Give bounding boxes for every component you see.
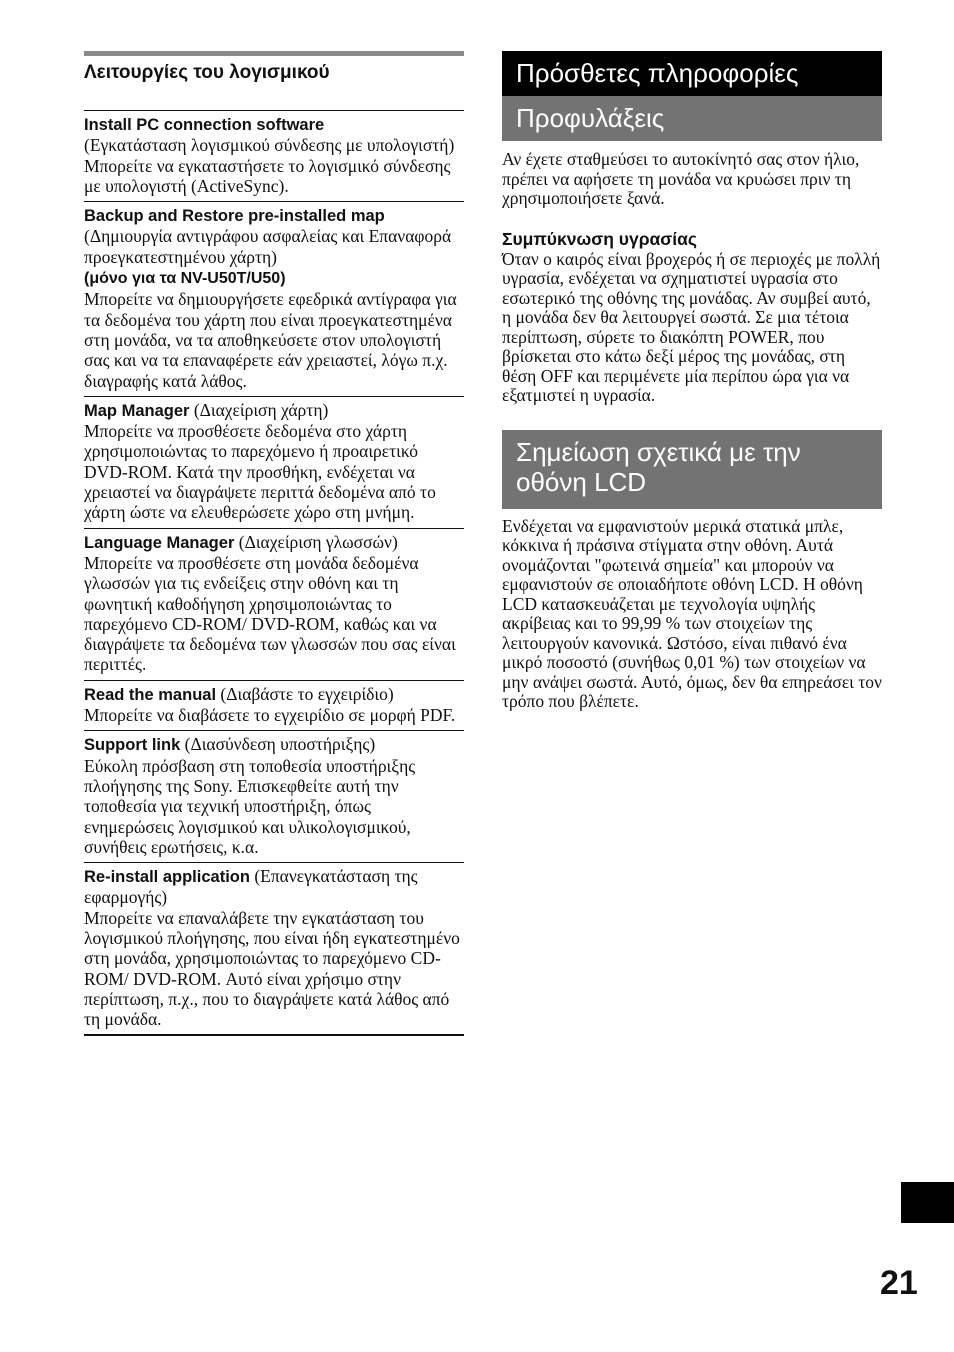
list-item <box>84 730 464 862</box>
entry-term-desc: (Διαχείριση γλωσσών) <box>238 531 398 552</box>
section-title: Λειτουργίες του λογισμικού <box>84 62 330 83</box>
function-list <box>84 110 464 1036</box>
list-item <box>84 680 464 731</box>
entry-term: Install PC connection software <box>84 116 325 134</box>
entry-term: Language Manager <box>84 533 235 552</box>
entry-term-desc: (Διαβάστε το εγχειρίδιο) <box>220 683 394 704</box>
entry-body: Μπορείτε να δημιουργήσετε εφεδρικά αντίγραφα για τα δεδομένα του χάρτη που είναι προεγκατεστημένα στη μονάδα, να τα αποθηκεύσετε στον υπολογιστή σας και να τα επαναφέρετε εάν χρειαστεί, λόγω π.χ. διαγραφής κατά λάθος. <box>84 289 457 391</box>
top-rule <box>84 51 464 56</box>
list-item <box>84 201 464 396</box>
left-column <box>84 51 464 1036</box>
entry-term-desc: (Δημιουργία αντιγράφου ασφαλείας και Επαναφορά προεγκατεστημένου χάρτη) <box>84 226 452 267</box>
entry-body: Μπορείτε να επαναλάβετε την εγκατάσταση του λογισμικού πλοήγησης, που είναι ήδη εγκατεστημένο στη μονάδα, χρησιμοποιώντας το παρεχόμενο CD-ROM/ DVD-ROM. Αυτό είναι χρήσιμο στην περίπτωση, π.χ., που το διαγράψετε κατά λάθος από τη μονάδα. <box>84 907 460 1030</box>
entry-term-desc: (Διασύνδεση υποστήριξης) <box>184 734 376 755</box>
entry-term: Backup and Restore pre-installed map <box>84 207 385 226</box>
entry-model-note: (μόνο για τα NV-U50T/U50) <box>84 270 286 288</box>
list-item <box>84 110 464 201</box>
list-item <box>84 396 464 528</box>
entry-term: Re-install application <box>84 868 250 887</box>
list-item <box>84 528 464 680</box>
entry-body: Μπορείτε να προσθέσετε δεδομένα στο χάρτη χρησιμοποιώντας το παρεχόμενο ή προαιρετικό DVD-ROM. Κατά την προσθήκη, ενδέχεται να χρειαστεί να διαγράψετε περιττά δεδομένα από το χάρτη ώστε να ελευθερώσετε χώρο στη μνήμη. <box>84 421 436 523</box>
entry-term: Support link <box>84 736 181 755</box>
lcd-heading: Σημείωση σχετικά με την οθόνη LCD <box>502 430 882 509</box>
chapter-title: Πρόσθετες πληροφορίες <box>502 51 882 96</box>
entry-body: Εύκολη πρόσβαση στη τοποθεσία υποστήριξης πλοήγησης της Sony. Επισκεφθείτε αυτή την τοποθεσία για τεχνική υποστήριξη, όπως ενημερώσεις λογισμικού και υλικολογισμικού, συνήθεις ερωτήσεις, κ.α. <box>84 755 416 857</box>
lcd-text: Ενδέχεται να εμφανιστούν μερικά στατικά μπλε, κόκκινα ή πράσινα στίγματα στην οθόνη. Αυτά ονομάζονται "φωτεινά σημεία" και μπορούν να εμφανιστούν σε οποιαδήποτε οθόνη LCD. Η οθόνη LCD κατασκευάζεται με τεχνολογία υψηλής ακρίβειας και το 99,99 % των στοιχείων της λειτουργούν κανονικά. Ωστόσο, είναι πιθανό ένα μικρό ποσοστό (συνήθως 0,01 %) των στοιχείων να μην ανάψει σωστά. Αυτό, όμως, δεν θα επηρεάσει τον τρόπο που βλέπετε. <box>502 515 882 711</box>
list-item <box>84 862 464 1036</box>
section-tab-marker <box>901 1182 954 1223</box>
entry-term-desc: (Εγκατάσταση λογισμικού σύνδεσης με υπολογιστή) <box>84 135 455 156</box>
page-number: 21 <box>880 1264 918 1302</box>
entry-term-desc: (Επανεγκατάσταση της εφαρμογής) <box>84 866 418 908</box>
precautions-heading: Προφυλάξεις <box>502 96 882 141</box>
right-column <box>502 51 882 712</box>
condensation-text: Όταν ο καιρός είναι βροχερός ή σε περιοχές με πολλή υγρασία, ενδέχεται να σχηματιστεί υγρασία στο εσωτερικό της οθόνης της μονάδας. Αν συμβεί αυτό, η μονάδα δεν θα λειτουργεί σωστά. Σε μια τέτοια περίπτωση, σύρετε το διακόπτη POWER, που βρίσκεται στο κάτω δεξί μέρος της μονάδας, στη θέση OFF και περιμένετε μία περίπου ώρα για να εξατμιστεί η υγρασία. <box>502 248 881 405</box>
entry-term-desc: (Διαχείριση χάρτη) <box>193 399 329 420</box>
entry-body: Μπορείτε να προσθέσετε στη μονάδα δεδομένα γλωσσών για τις ενδείξεις στην οθόνη και τη φωνητική καθοδήγηση χρησιμοποιώντας το παρεχόμενο CD-ROM/ DVD-ROM, καθώς και να διαγράψετε τα δεδομένα των γλωσσών που σας είναι περιττές. <box>84 552 456 675</box>
entry-body: Μπορείτε να εγκαταστήσετε το λογισμικό σύνδεσης με υπολογιστή (ActiveSync). <box>84 155 451 196</box>
condensation-heading: Συμπύκνωση υγρασίας <box>502 228 697 249</box>
entry-term: Map Manager <box>84 401 190 420</box>
entry-body: Μπορείτε να διαβάσετε το εγχειρίδιο σε μορφή PDF. <box>84 705 456 726</box>
precautions-text: Αν έχετε σταθμεύσει το αυτοκίνητό σας στον ήλιο, πρέπει να αφήσετε τη μονάδα να κρυώσει πριν τη χρησιμοποιήσετε ξανά. <box>502 149 860 208</box>
entry-term: Read the manual <box>84 685 217 704</box>
